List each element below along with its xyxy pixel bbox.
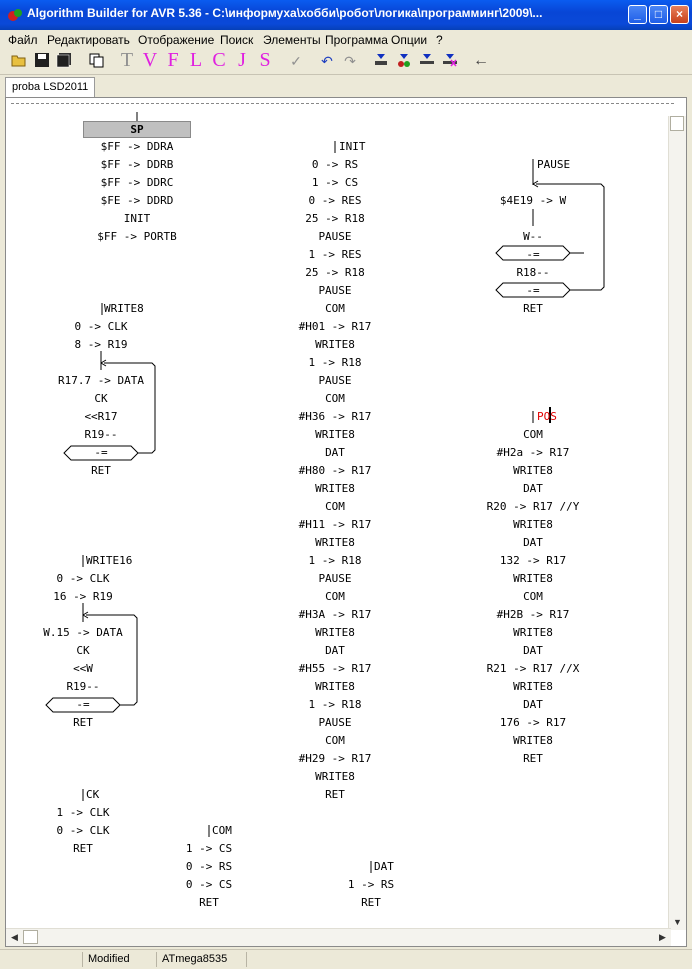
scroll-left-icon[interactable]: ◀ — [7, 930, 22, 945]
vertical-scroll-thumb[interactable] — [670, 116, 684, 131]
op-line[interactable]: #H2a -> R17 — [496, 446, 570, 459]
tool-letter-s[interactable]: S — [259, 49, 271, 71]
label-dat[interactable]: DAT — [374, 860, 394, 873]
op-line[interactable]: WRITE8 — [513, 464, 553, 477]
label-ck[interactable]: CK — [86, 788, 100, 801]
op-line[interactable]: 1 -> R18 — [308, 356, 362, 369]
op-line[interactable]: 1 -> RES — [308, 248, 362, 261]
op-line[interactable]: WRITE8 — [513, 518, 553, 531]
horizontal-scroll-thumb[interactable] — [23, 930, 38, 944]
op-line[interactable]: <<R17 — [84, 410, 118, 423]
op-line[interactable]: 0 -> RS — [185, 860, 233, 873]
vertical-scrollbar[interactable] — [668, 116, 686, 930]
op-line[interactable]: $FF -> DDRB — [100, 158, 174, 171]
op-line[interactable]: R20 -> R17 //Y — [486, 500, 580, 513]
op-line[interactable]: DAT — [523, 482, 543, 495]
back-icon[interactable]: ← — [473, 52, 489, 69]
algorithm-canvas[interactable] — [5, 97, 687, 947]
op-line[interactable]: CK — [94, 392, 108, 405]
op-line[interactable]: #H11 -> R17 — [298, 518, 372, 531]
op-line[interactable]: R17.7 -> DATA — [57, 374, 145, 387]
op-line[interactable]: COM — [325, 590, 345, 603]
op-line[interactable]: PAUSE — [318, 284, 352, 297]
stop-icon[interactable] — [441, 52, 459, 70]
label-init[interactable]: INIT — [339, 140, 366, 153]
op-line[interactable]: COM — [325, 500, 345, 513]
op-line[interactable]: WRITE8 — [315, 482, 355, 495]
menu-elements[interactable]: Элементы — [263, 33, 321, 47]
app-icon — [7, 7, 23, 23]
op-line[interactable]: 0 -> RES — [308, 194, 362, 207]
op-line[interactable]: COM — [325, 302, 345, 315]
tool-letter-f[interactable]: F — [167, 49, 179, 71]
menu-edit[interactable]: Редактировать — [47, 33, 130, 47]
op-line[interactable]: $FF -> PORTB — [97, 230, 177, 243]
tab-bar — [0, 75, 692, 97]
scroll-down-icon[interactable]: ▼ — [670, 915, 685, 930]
redo-icon[interactable]: ↷ — [344, 53, 356, 69]
op-line[interactable]: WRITE8 — [315, 428, 355, 441]
tool-text-t[interactable]: T — [120, 49, 134, 71]
label-pos[interactable]: POS — [537, 410, 557, 423]
run-icon[interactable] — [372, 52, 390, 70]
op-line[interactable]: RET — [325, 788, 345, 801]
op-line[interactable]: 176 -> R17 — [499, 716, 567, 729]
label-pause[interactable]: PAUSE — [537, 158, 571, 171]
op-line[interactable]: 0 -> CS — [185, 878, 233, 891]
op-line[interactable]: 0 -> CLK — [56, 824, 110, 837]
tool-letter-c[interactable]: C — [212, 49, 226, 71]
op-line[interactable]: CK — [76, 644, 90, 657]
op-line[interactable]: $FE -> DDRD — [100, 194, 174, 207]
op-line[interactable]: 1 -> R18 — [308, 698, 362, 711]
status-divider — [156, 952, 157, 967]
condition-line[interactable]: -= — [526, 284, 540, 297]
op-line[interactable]: #H01 -> R17 — [298, 320, 372, 333]
op-line[interactable]: #H80 -> R17 — [298, 464, 372, 477]
op-line[interactable]: R21 -> R17 //X — [486, 662, 580, 675]
op-line[interactable]: 1 -> CS — [185, 842, 233, 855]
op-line[interactable]: W-- — [523, 230, 543, 243]
op-line[interactable]: R19-- — [84, 428, 118, 441]
op-line[interactable]: R18-- — [516, 266, 550, 279]
op-line[interactable]: 0 -> RS — [311, 158, 359, 171]
op-line[interactable]: #H2B -> R17 — [496, 608, 570, 621]
maximize-button[interactable]: □ — [649, 5, 668, 24]
op-line[interactable]: RET — [523, 302, 543, 315]
op-line[interactable]: 25 -> R18 — [305, 212, 365, 225]
op-line[interactable]: DAT — [523, 698, 543, 711]
label-write16[interactable]: WRITE16 — [86, 554, 133, 567]
op-line[interactable]: COM — [523, 590, 543, 603]
op-line[interactable]: #H36 -> R17 — [298, 410, 372, 423]
sp-block[interactable]: SP — [83, 121, 191, 138]
minimize-button[interactable]: _ — [628, 5, 647, 24]
step-icon[interactable] — [395, 52, 413, 70]
op-line[interactable]: 1 -> R18 — [308, 554, 362, 567]
menu-bar — [0, 30, 692, 50]
status-divider — [82, 952, 83, 967]
op-line[interactable]: COM — [523, 428, 543, 441]
condition-line[interactable]: -= — [94, 446, 108, 459]
op-line[interactable]: WRITE8 — [315, 536, 355, 549]
scroll-right-icon[interactable]: ▶ — [655, 930, 670, 945]
save-all-icon[interactable] — [55, 52, 73, 70]
op-line[interactable]: RET — [361, 896, 381, 909]
op-line[interactable]: 1 -> CLK — [56, 806, 110, 819]
menu-search[interactable]: Поиск — [220, 33, 254, 47]
tool-letter-l[interactable]: L — [189, 49, 203, 71]
open-icon[interactable] — [10, 52, 28, 70]
undo-icon[interactable]: ↶ — [321, 53, 333, 69]
op-line[interactable]: WRITE8 — [513, 572, 553, 585]
op-line[interactable]: #H55 -> R17 — [298, 662, 372, 675]
condition-line[interactable]: -= — [526, 248, 540, 261]
tab-proba[interactable]: proba LSD2011 — [5, 77, 95, 97]
tool-letter-j[interactable]: J — [238, 49, 246, 71]
op-line[interactable]: COM — [325, 734, 345, 747]
op-line[interactable]: WRITE8 — [315, 626, 355, 639]
op-line[interactable]: COM — [325, 392, 345, 405]
op-line[interactable]: 16 -> R19 — [53, 590, 113, 603]
menu-program[interactable]: Программа — [325, 33, 388, 47]
op-line[interactable]: RET — [523, 752, 543, 765]
op-line[interactable]: #H29 -> R17 — [298, 752, 372, 765]
op-line[interactable]: WRITE8 — [315, 680, 355, 693]
op-line[interactable]: PAUSE — [318, 716, 352, 729]
trace-icon[interactable] — [418, 52, 436, 70]
op-line[interactable]: 25 -> R18 — [305, 266, 365, 279]
op-line[interactable]: WRITE8 — [315, 338, 355, 351]
op-line[interactable]: DAT — [523, 536, 543, 549]
op-line[interactable]: $FF -> DDRA — [100, 140, 174, 153]
op-line[interactable]: WRITE8 — [513, 680, 553, 693]
op-line[interactable]: RET — [73, 842, 93, 855]
op-line[interactable]: W.15 -> DATA — [43, 626, 123, 639]
status-divider — [246, 952, 247, 967]
copy-icon[interactable] — [87, 52, 105, 70]
status-bar — [0, 949, 692, 969]
window-title: Algorithm Builder for AVR 5.36 - C:\информуха\хобби\робот\логика\программинг\2009\... — [27, 6, 543, 20]
op-line[interactable]: 1 -> CS — [311, 176, 359, 189]
menu-file[interactable]: Файл — [8, 33, 38, 47]
op-line[interactable]: 1 -> RS — [347, 878, 395, 891]
menu-options[interactable]: Опции — [391, 33, 428, 47]
op-line[interactable]: PAUSE — [318, 572, 352, 585]
op-line[interactable]: <<W — [73, 662, 93, 675]
op-line[interactable]: WRITE8 — [513, 734, 553, 747]
op-line[interactable]: 132 -> R17 — [499, 554, 567, 567]
op-line[interactable]: DAT — [325, 446, 345, 459]
op-line[interactable]: WRITE8 — [315, 770, 355, 783]
label-com[interactable]: COM — [212, 824, 232, 837]
op-line[interactable]: INIT — [123, 212, 151, 225]
op-line[interactable]: RET — [199, 896, 219, 909]
op-line[interactable]: DAT — [523, 644, 543, 657]
save-icon[interactable] — [33, 52, 51, 70]
op-line[interactable]: 0 -> CLK — [74, 320, 128, 333]
status-modified: Modified — [88, 953, 130, 965]
status-device: ATmega8535 — [162, 953, 228, 965]
horizontal-scrollbar[interactable] — [6, 928, 671, 946]
op-line[interactable]: PAUSE — [318, 374, 352, 387]
op-line[interactable]: PAUSE — [318, 230, 352, 243]
op-line[interactable]: $4E19 -> W — [499, 194, 567, 207]
tool-letter-v[interactable]: V — [142, 49, 158, 71]
op-line[interactable]: WRITE8 — [513, 626, 553, 639]
op-line[interactable]: $FF -> DDRC — [100, 176, 174, 189]
toolbar — [0, 49, 692, 75]
op-line[interactable]: #H3A -> R17 — [298, 608, 372, 621]
op-line[interactable]: 0 -> CLK — [56, 572, 110, 585]
op-line[interactable]: RET — [73, 716, 93, 729]
menu-help[interactable]: ? — [436, 33, 443, 47]
label-write8[interactable]: WRITE8 — [104, 302, 144, 315]
op-line[interactable]: RET — [91, 464, 111, 477]
menu-view[interactable]: Отображение — [138, 33, 215, 47]
op-line[interactable]: 8 -> R19 — [74, 338, 128, 351]
op-line[interactable]: DAT — [325, 644, 345, 657]
title-bar[interactable] — [0, 0, 692, 30]
op-line[interactable]: R19-- — [66, 680, 100, 693]
check-icon[interactable]: ✓ — [290, 53, 302, 69]
close-button[interactable]: × — [670, 5, 689, 24]
condition-line[interactable]: -= — [76, 698, 90, 711]
